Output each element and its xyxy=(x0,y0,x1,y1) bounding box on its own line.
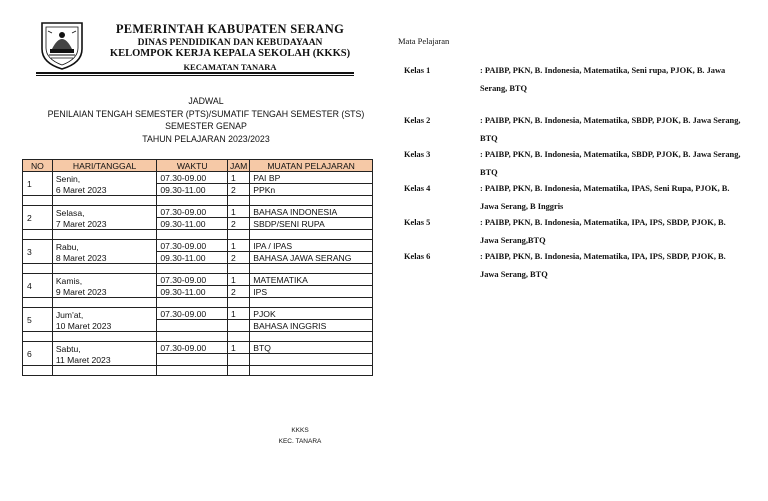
table-row xyxy=(23,184,373,196)
row-time xyxy=(157,354,228,366)
row-number: 2 xyxy=(23,206,53,230)
row-subject: BTQ xyxy=(250,342,373,354)
heading-semester: SEMESTER GENAP xyxy=(165,121,247,131)
class-name: Kelas 3 xyxy=(404,150,431,159)
letterhead-rule-thin xyxy=(36,75,354,76)
row-subject: SBDP/SENI RUPA xyxy=(250,218,373,230)
row-time: 07.30-09.00 xyxy=(157,342,228,354)
class-subject-list: : PAIBP, PKN, B. Indonesia, Matematika, IPA, IPS, SBDP, PJOK, B. Jawa Serang,BTQ xyxy=(480,218,726,245)
class-subject-list: : PAIBP, PKN, B. Indonesia, Matematika, SBDP, PJOK, B. Jawa Serang, BTQ xyxy=(480,116,741,143)
row-hour: 2 xyxy=(228,218,250,230)
row-number: 4 xyxy=(23,274,53,298)
row-number: 1 xyxy=(23,172,53,196)
row-number: 5 xyxy=(23,308,53,332)
class-name: Kelas 4 xyxy=(404,184,431,193)
heading-jadwal: JADWAL xyxy=(188,96,224,106)
table-header-row xyxy=(23,160,373,172)
heading-exam: PENILAIAN TENGAH SEMESTER (PTS)/SUMATIF TENGAH SEMESTER (STS) xyxy=(47,108,365,119)
table-row xyxy=(23,320,373,332)
row-hour: 2 xyxy=(228,252,250,264)
row-subject: IPS xyxy=(250,286,373,298)
row-subject: BAHASA INGGRIS xyxy=(250,320,373,332)
row-subject: MATEMATIKA xyxy=(250,274,373,286)
table-row xyxy=(23,172,373,184)
letterhead-government: PEMERINTAH KABUPATEN SERANG xyxy=(115,22,345,36)
footer-district: KEC. TANARA xyxy=(278,438,322,445)
schedule-table xyxy=(22,159,373,376)
row-number: 6 xyxy=(23,342,53,366)
column-header-day: HARI/TANGGAL xyxy=(52,160,156,172)
letterhead-group: KELOMPOK KERJA KEPALA SEKOLAH (KKKS) xyxy=(109,48,351,59)
table-row xyxy=(23,218,373,230)
row-time xyxy=(157,320,228,332)
row-hour xyxy=(228,320,250,332)
row-subject: IPA / IPAS xyxy=(250,240,373,252)
row-subject: BAHASA JAWA SERANG xyxy=(250,252,373,264)
row-hour xyxy=(228,354,250,366)
row-hour: 1 xyxy=(228,172,250,184)
table-spacer-row xyxy=(23,230,373,240)
letterhead-agency: DINAS PENDIDIKAN DAN KEBUDAYAAN xyxy=(137,38,323,48)
table-spacer-row xyxy=(23,264,373,274)
row-hour: 1 xyxy=(228,274,250,286)
letterhead xyxy=(100,22,360,72)
row-time: 07.30-09.00 xyxy=(157,308,228,320)
table-spacer-row xyxy=(23,196,373,206)
row-date: 9 Maret 2023 xyxy=(52,286,156,298)
row-day: Selasa, xyxy=(52,206,156,218)
row-time: 07.30-09.00 xyxy=(157,240,228,252)
row-time: 07.30-09.00 xyxy=(157,274,228,286)
serang-regency-emblem-icon xyxy=(36,19,88,71)
column-header-hour: JAM xyxy=(228,160,250,172)
class-subject-list: : PAIBP, PKN, B. Indonesia, Matematika, SBDP, PJOK, B. Jawa Serang, BTQ xyxy=(480,150,741,177)
row-subject: PPKn xyxy=(250,184,373,196)
row-hour: 1 xyxy=(228,308,250,320)
row-time: 07.30-09.00 xyxy=(157,206,228,218)
class-name: Kelas 2 xyxy=(404,116,431,125)
class-subject-list: : PAIBP, PKN, B. Indonesia, Matematika, IPAS, Seni Rupa, PJOK, B. Jawa Serang, B Inggris xyxy=(480,184,730,211)
row-time: 09.30-11.00 xyxy=(157,218,228,230)
row-time: 09.30-11.00 xyxy=(157,252,228,264)
table-row xyxy=(23,252,373,264)
row-date: 7 Maret 2023 xyxy=(52,218,156,230)
row-date: 11 Maret 2023 xyxy=(52,354,156,366)
row-date: 6 Maret 2023 xyxy=(52,184,156,196)
row-subject xyxy=(250,354,373,366)
table-spacer-row xyxy=(23,366,373,376)
column-header-subject: MUATAN PELAJARAN xyxy=(250,160,373,172)
row-day: Sabtu, xyxy=(52,342,156,354)
row-time: 09.30-11.00 xyxy=(157,184,228,196)
class-subject-list: : PAIBP, PKN, B. Indonesia, Matematika, IPA, IPS, SBDP, PJOK, B. Jawa Serang, BTQ xyxy=(480,252,726,279)
row-day: Rabu, xyxy=(52,240,156,252)
row-subject: BAHASA INDONESIA xyxy=(250,206,373,218)
subjects-title: Mata Pelajaran xyxy=(398,36,450,46)
row-subject: PAI BP xyxy=(250,172,373,184)
table-spacer-row xyxy=(23,332,373,342)
table-row xyxy=(23,286,373,298)
class-name: Kelas 5 xyxy=(404,218,431,227)
row-date: 10 Maret 2023 xyxy=(52,320,156,332)
document-heading xyxy=(20,95,392,145)
row-hour: 1 xyxy=(228,206,250,218)
letterhead-district: KECAMATAN TANARA xyxy=(183,62,277,72)
row-hour: 2 xyxy=(228,184,250,196)
table-row xyxy=(23,206,373,218)
footer-kkks: KKKS xyxy=(291,427,309,434)
class-subject-list: : PAIBP, PKN, B. Indonesia, Matematika, Seni rupa, PJOK, B. Jawa Serang, BTQ xyxy=(480,66,726,93)
column-header-time: WAKTU xyxy=(157,160,228,172)
row-date: 8 Maret 2023 xyxy=(52,252,156,264)
class-name: Kelas 6 xyxy=(404,252,431,261)
table-spacer-row xyxy=(23,298,373,308)
row-day: Kamis, xyxy=(52,274,156,286)
letterhead-rule xyxy=(36,72,354,74)
table-row xyxy=(23,342,373,354)
row-time: 09.30-11.00 xyxy=(157,286,228,298)
class-name: Kelas 1 xyxy=(404,66,431,75)
row-day: Jum'at, xyxy=(52,308,156,320)
table-row xyxy=(23,354,373,366)
column-header-no: NO xyxy=(23,160,53,172)
table-row xyxy=(23,240,373,252)
table-row xyxy=(23,308,373,320)
row-subject: PJOK xyxy=(250,308,373,320)
heading-year: TAHUN PELAJARAN 2023/2023 xyxy=(142,133,270,144)
row-hour: 2 xyxy=(228,286,250,298)
row-number: 3 xyxy=(23,240,53,264)
row-hour: 1 xyxy=(228,240,250,252)
row-day: Senin, xyxy=(52,172,156,184)
row-time: 07.30-09.00 xyxy=(157,172,228,184)
row-hour: 1 xyxy=(228,342,250,354)
table-row xyxy=(23,274,373,286)
